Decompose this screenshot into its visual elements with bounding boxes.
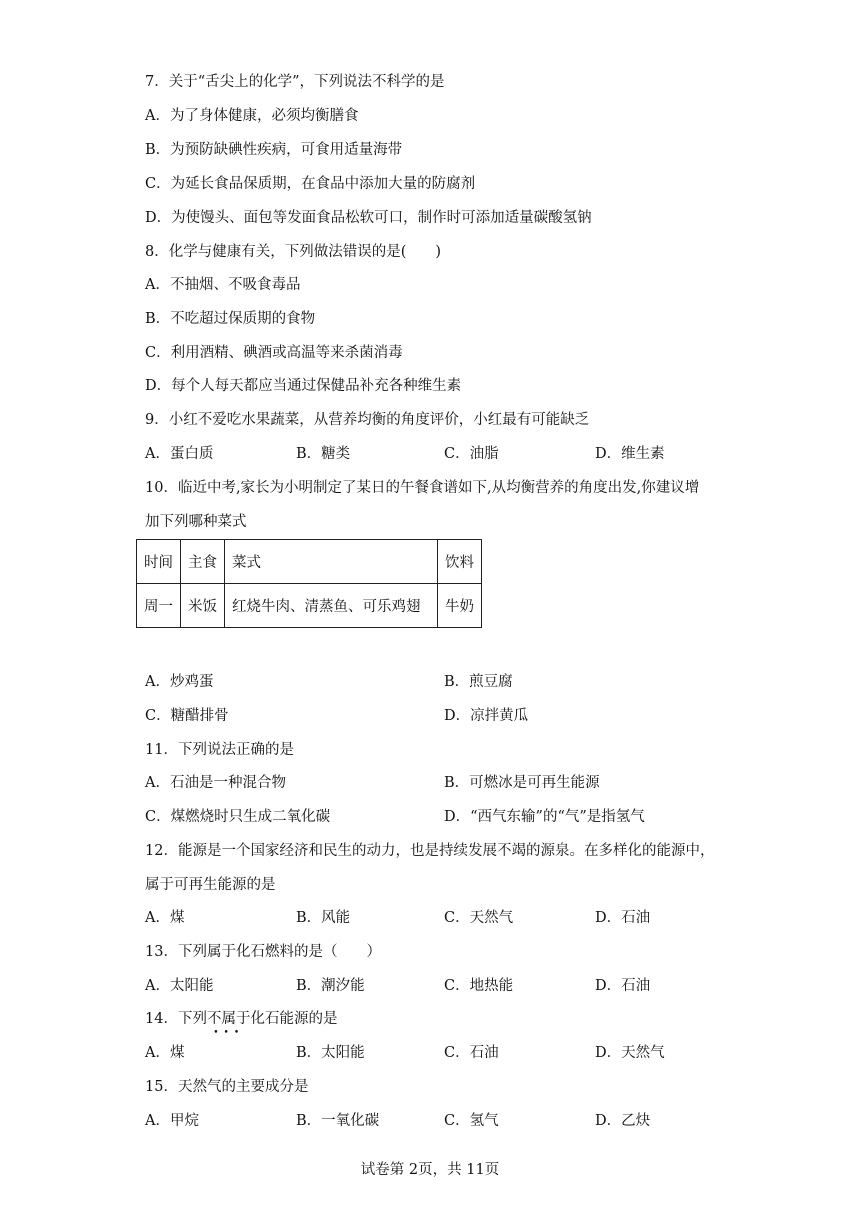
q13-stem: 13．下列属于化石燃料的是（ ）	[145, 944, 381, 960]
q10-option-a: A．炒鸡蛋	[145, 674, 214, 690]
table-header-cell: 主食	[181, 540, 225, 584]
q9-stem: 9．小红不爱吃水果蔬菜，从营养均衡的角度评价，小红最有可能缺乏	[145, 412, 590, 428]
q14-stem-suffix: 化石能源的是	[250, 1011, 338, 1027]
q10-option-d: D．凉拌黄瓜	[444, 708, 529, 724]
q10-option-c: C．糖醋排骨	[145, 708, 229, 724]
q8-option-d: D．每个人每天都应当通过保健品补充各种维生素	[145, 378, 462, 394]
table-header-cell: 饮料	[438, 540, 482, 584]
q10-stem-line1: 10．临近中考,家长为小明制定了某日的午餐食谱如下,从均衡营养的角度出发,你建议增	[145, 480, 700, 496]
q7-option-b: B．为预防缺碘性疾病，可食用适量海带	[145, 142, 403, 158]
q7-option-c: C．为延长食品保质期，在食品中添加大量的防腐剂	[145, 176, 476, 192]
table-cell: 米饭	[181, 584, 225, 628]
q8-option-c: C．利用酒精、碘酒或高温等来杀菌消毒	[145, 345, 403, 361]
q14-option-b: B．太阳能	[296, 1045, 365, 1061]
page-footer: 试卷第 2页，共 11页	[360, 1162, 500, 1178]
q12-stem-line1: 12．能源是一个国家经济和民生的动力，也是持续发展不竭的源泉。在多样化的能源中，	[145, 843, 715, 859]
q14-stem	[145, 1009, 338, 1038]
q11-option-d: D．“西气东输”的“气”是指氢气	[444, 809, 645, 825]
q7-option-d: D．为使馒头、面包等发面食品松软可口，制作时可添加适量碳酸氢钠	[145, 210, 592, 226]
q14-option-c: C．石油	[444, 1045, 499, 1061]
table-cell: 牛奶	[438, 584, 482, 628]
q14-option-a: A．煤	[145, 1045, 185, 1061]
q11-stem: 11．下列说法正确的是	[145, 742, 294, 758]
table-header-cell: 菜式	[225, 540, 438, 584]
q9-option-c: C．油脂	[444, 446, 499, 462]
q10-option-b: B．煎豆腐	[444, 674, 513, 690]
q14-stem-prefix: 14．下列	[145, 1011, 207, 1027]
q12-option-c: C．天然气	[444, 910, 514, 926]
q14-emphasis	[206, 1009, 251, 1038]
q11-option-b: B．可燃冰是可再生能源	[444, 775, 600, 791]
table-cell: 红烧牛肉、清蒸鱼、可乐鸡翅	[225, 584, 438, 628]
q8-option-b: B．不吃超过保质期的食物	[145, 311, 316, 327]
q9-option-a: A．蛋白质	[145, 446, 214, 462]
q15-option-c: C．氢气	[444, 1113, 499, 1129]
q8-option-a: A．不抽烟、不吸食毒品	[145, 277, 301, 293]
lunch-menu-table	[136, 539, 482, 628]
q15-stem: 15．天然气的主要成分是	[145, 1079, 309, 1095]
q7-option-a: A．为了身体健康，必须均衡膳食	[145, 108, 359, 124]
q15-option-a: A．甲烷	[145, 1113, 199, 1129]
table-cell: 周一	[137, 584, 181, 628]
q13-option-a: A．太阳能	[145, 978, 214, 994]
q11-option-c: C．煤燃烧时只生成二氧化碳	[145, 809, 331, 825]
q13-option-d: D．石油	[595, 978, 651, 994]
emphasis-dots: •••	[213, 1028, 245, 1038]
q8-stem: 8．化学与健康有关，下列做法错误的是( )	[145, 244, 442, 260]
q14-option-d: D．天然气	[595, 1045, 665, 1061]
q12-option-d: D．石油	[595, 910, 651, 926]
table-header-row	[137, 540, 482, 584]
q12-option-a: A．煤	[145, 910, 185, 926]
q14-emphasis-text: 不属于	[206, 1011, 251, 1027]
q15-option-d: D．乙炔	[595, 1113, 651, 1129]
q13-option-b: B．潮汐能	[296, 978, 365, 994]
table-header-cell: 时间	[137, 540, 181, 584]
q15-option-b: B．一氧化碳	[296, 1113, 380, 1129]
q9-option-b: B．糖类	[296, 446, 351, 462]
q9-option-d: D．维生素	[595, 446, 665, 462]
q10-stem-line2: 加下列哪种菜式	[145, 514, 247, 530]
q12-option-b: B．风能	[296, 910, 351, 926]
q11-option-a: A．石油是一种混合物	[145, 775, 286, 791]
q12-stem-line2: 属于可再生能源的是	[145, 877, 276, 893]
q7-stem: 7．关于“舌尖上的化学”，下列说法不科学的是	[145, 74, 445, 90]
table-row	[137, 584, 482, 628]
q13-option-c: C．地热能	[444, 978, 514, 994]
